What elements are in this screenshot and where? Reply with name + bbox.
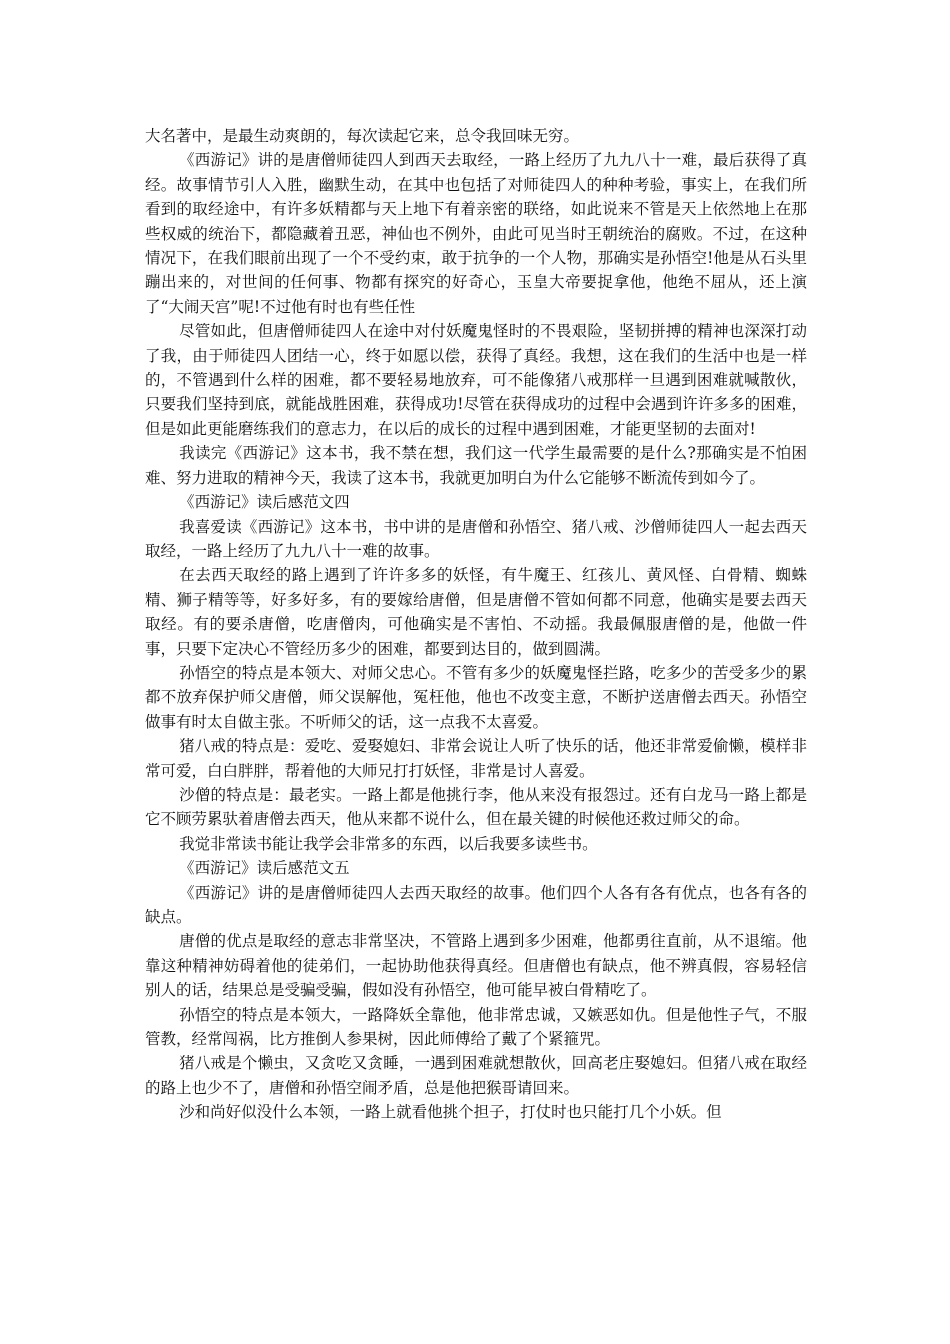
paragraph-bajie-traits: 猪八戒是个懒虫，又贪吃又贪睡，一遇到困难就想散伙，回高老庄娶媳妇。但猪八戒在取经的路上也少不了，唐僧和孙悟空闹矛盾，总是他把猴哥请回来。 [145,1054,807,1097]
paragraph-essay-four-intro: 我喜爱读《西游记》这本书，书中讲的是唐僧和孙悟空、猪八戒、沙僧师徒四人一起去西天取经，一路上经历了九九八十一难的故事。 [145,517,807,560]
paragraph-story-summary: 《西游记》讲的是唐僧师徒四人到西天去取经，一路上经历了九九八十一难，最后获得了真经。故事情节引人入胜，幽默生动，在其中也包括了对师徒四人的种种考验，事实上，在我们所看到的取经途中，有许多妖精都与天上地下有着亲密的联络，如此说来不管是天上依然地上在那些权威的统治下，都隐藏着丑恶，神仙也不例外，由此可见当时王朝统治的腐败。不过，在这种情况下，在我们眼前出现了一个不受约束，敢于抗争的一个人物，那确实是孙悟空!他是从石头里蹦出来的，对世间的任何事、物都有探究的好奇心，玉皇大帝要捉拿他，他绝不屈从，还上演了“大闹天宫”呢!不过他有时也有些任性 [145,151,807,316]
paragraph-sha-seng: 沙僧的特点是：最老实。一路上都是他挑行李，他从来没有报怨过。还有白龙马一路上都是它不顾劳累驮着唐僧去西天，他从来都不说什么，但在最关键的时候他还救过师父的命。 [145,785,807,829]
paragraph-zhu-bajie: 猪八戒的特点是：爱吃、爱娶媳妇、非常会说让人听了快乐的话，他还非常爱偷懒，模样非常可爱，白白胖胖，帮着他的大师兄打打妖怪，非常是讨人喜爱。 [145,737,807,780]
paragraph-sun-wukong: 孙悟空的特点是本领大、对师父忠心。不管有多少的妖魔鬼怪拦路，吃多少的苦受多少的累都不放弃保护师父唐僧，师父误解他，冤枉他，他也不改变主意，不断护送唐僧去西天。孙悟空做事有时太自做主张。不听师父的话，这一点我不太喜爱。 [145,663,807,731]
paragraph-perseverance: 尽管如此，但唐僧师徒四人在途中对付妖魔鬼怪时的不畏艰险，坚韧拼搏的精神也深深打动了我，由于师徒四人团结一心，终于如愿以偿，获得了真经。我想，这在我们的生活中也是一样的，不管遇到什么样的困难，都不要轻易地放弃，可不能像猪八戒那样一旦遇到困难就喊散伙，只要我们坚持到底，就能战胜困难，获得成功!尽管在获得成功的过程中会遇到许许多多的困难，但是如此更能磨练我们的意志力，在以后的成长的过程中遇到困难，才能更坚韧的去面对! [145,322,807,438]
paragraph-wukong-traits: 孙悟空的特点是本领大，一路降妖全靠他，他非常忠诚，又嫉恶如仇。但是他性子气，不服管教，经常闯祸，比方推倒人参果树，因此师傅给了戴了个紧箍咒。 [145,1005,807,1049]
paragraph-essay-four-conclusion: 我觉非常读书能让我学会非常多的东西，以后我要多读些书。 [179,834,598,853]
paragraph-intro-continued: 大名著中，是最生动爽朗的，每次读起它来，总令我回味无穷。 [145,127,580,145]
section-heading-essay-four: 《西游记》读后感范文四 [179,493,350,512]
paragraph-monsters-tangseng: 在去西天取经的路上遇到了许许多多的妖怪，有牛魔王、红孩儿、黄风怪、白骨精、蜘蛛精、狮子精等等，好多好多，有的要嫁给唐僧，但是唐僧不管如何都不同意，他确实是要去西天取经。有的要杀唐僧，吃唐僧肉，可他确实是不害怕、不动摇。我最佩服唐僧的是，他做一件事，只要下定决心不管经历多少的困难，都要到达目的，做到圆满。 [145,566,807,658]
paragraph-essay-five-intro: 《西游记》讲的是唐僧师徒四人去西天取经的故事。他们四个人各有各有优点，也各有各的缺点。 [145,883,807,926]
section-heading-essay-five: 《西游记》读后感范文五 [179,859,350,878]
document-page [145,124,807,1125]
paragraph-reflection: 我读完《西游记》这本书，我不禁在想，我们这一代学生最需要的是什么?那确实是不怕困难、努力进取的精神今天，我读了这本书，我就更加明白为什么它能够不断流传到如今了。 [145,444,807,487]
paragraph-tangseng-traits: 唐僧的优点是取经的意志非常坚决，不管路上遇到多少困难，他都勇往直前，从不退缩。他靠这种精神妨碍着他的徒弟们，一起协助他获得真经。但唐僧也有缺点，他不辨真假，容易轻信别人的话，结果总是受骗受骗，假如没有孙悟空，他可能早被白骨精吃了。 [145,932,807,1000]
paragraph-sha-heshang-traits: 沙和尚好似没什么本领，一路上就看他挑个担子，打仗时也只能打几个小妖。但 [179,1103,722,1122]
